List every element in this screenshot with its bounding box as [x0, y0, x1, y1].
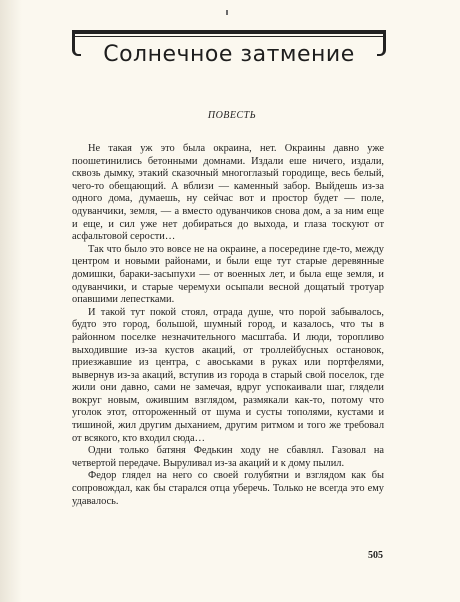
page-title: Солнечное затмение — [103, 42, 355, 67]
paragraph: Не такая уж это была окраина, нет. Окраины давно уже поошетинились бетонными домнами. Издали еше ничего, издали, сквозь дымку, этакий сказочный многоглазый городище, весь белый, чего-то обещающий. А вблизи — каменный забор. Выйдешь из-за одного дома, думаешь, ну сейчас вот и простор будет — поле, одуванчики, земля, — а вместо одуванчиков снова дом, а за ним еще и еще, и сил уже нет добираться до выхода, и глаза тоскуют от асфальтовой серости… — [72, 143, 384, 243]
body-text — [72, 143, 384, 508]
paragraph: И такой тут покой стоял, отрада душе, что порой забывалось, будто это город, большой, шумный город, и казалось, что ты в районном поселке незначительного масштаба. И люди, торопливо выходившие из-за кустов акаций, от троллейбусных остановок, приезжавшие из центра, с авоськами в руках или портфелями, вывернув из-за акаций, вступив из города в старый свой поселок, где жили они давно, сами не замечая, вдруг успокаивали шаг, глядели вокруг новым, ожившим взглядом, размякали как-то, потому что уголок этот, отгороженный от шума и сусты тополями, кустами и тишиной, жил другим дыханием, другим ритмом и того же требовал от всякого, кто входил сюда… — [72, 306, 384, 444]
paragraph: Одни только батяня Федькин ходу не сбавлял. Газовал на четвертой передаче. Выруливал из-за акаций и к дому пылил. — [72, 445, 384, 469]
print-mark — [226, 10, 228, 15]
paragraph: Федор глядел на него со своей голубятни и взглядом как бы сопровождал, как бы старался отца уберечь. Только не всегда это ему удавалось. — [72, 470, 384, 507]
genre-subtitle: ПОВЕСТЬ — [207, 110, 257, 121]
title-frame — [72, 30, 386, 76]
scan-edge-shadow — [0, 0, 22, 602]
page-number: 505 — [368, 550, 383, 561]
paragraph: Так что было это вовсе не на окраине, а посередине где-то, между центром и новыми районами, и были еще тут старые деревянные домишки, бараки-засыпухи — от военных лет, и была еще земля, и одуванчики, и старые черемухи осыпали весной дощатый тротуар опавшими лепестками. — [72, 243, 384, 306]
